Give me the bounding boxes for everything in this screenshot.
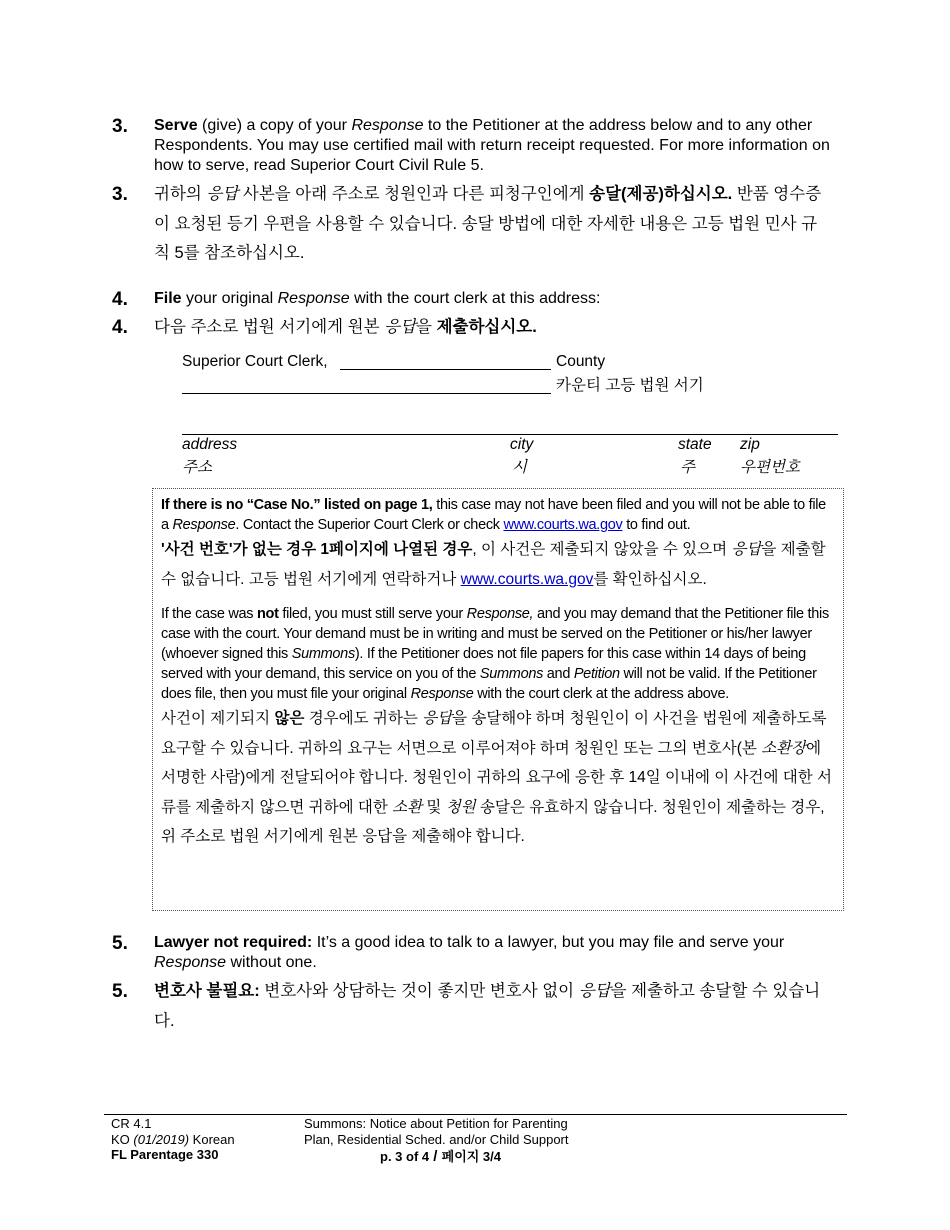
- notice-paragraph-1: If there is no “Case No.” listed on page 1, this case may not have been filed and you will not be able to file a Response. Contact the Superior Court Clerk or check www.courts.wa.gov to find out.: [161, 497, 826, 533]
- notice-paragraph-1-korean: '사건 번호'가 없는 경우 1페이지에 나열된 경우, 이 사건은 제출되지 않았을 수 있으며 응답을 제출할 수 없습니다. 고등 법원 서기에게 연락하거나 www.courts.wa.gov를 확인하십시오.: [161, 541, 826, 588]
- form-id: FL Parentage 330: [111, 1147, 219, 1162]
- item-text: 다음 주소로 법원 서기에게 원본 응답을 제출하십시오.: [154, 318, 537, 336]
- city-label-korean: 시: [512, 459, 527, 476]
- city-label: city: [510, 436, 534, 453]
- footer-divider: [104, 1114, 847, 1115]
- state-label-korean: 주: [680, 459, 695, 476]
- courts-link[interactable]: www.courts.wa.gov: [503, 517, 623, 533]
- county-blank-line: [340, 369, 551, 370]
- footer-title: [304, 1116, 569, 1165]
- zip-label-korean: 우편번호: [740, 459, 800, 476]
- form-number: CR 4.1: [111, 1116, 152, 1131]
- item-text: File your original Response with the court clerk at this address:: [154, 290, 601, 307]
- item-text: 귀하의 응답 사본을 아래 주소로 청원인과 다른 피청구인에게 송달(제공)하십시오. 반품 영수증이 요청된 등기 우편을 사용할 수 있습니다. 송달 방법에 대한 자세한 내용은 고등 법원 민사 규칙 5를 참조하십시오.: [154, 185, 822, 262]
- footer-title-line-2: Plan, Residential Sched. and/or Child Support: [304, 1131, 569, 1147]
- notice-paragraph-2-korean: 사건이 제기되지 않은 경우에도 귀하는 응답을 송달해야 하며 청원인이 이 사건을 법원에 제출하도록 요구할 수 있습니다. 귀하의 요구는 서면으로 이루어져야 하며 청원인 또는 그의 변호사(본 소환장에 서명한 사람)에게 전달되어야 합니다. 청원인이 귀하의 요구에 응한 후 14일 이내에 이 사건에 대한 서류를 제출하지 않으면 귀하에 대한 소환 및 청원 송달은 유효하지 않습니다. 청원인이 제출하는 경우, 위 주소로 법원 서기에게 원본 응답을 제출해야 합니다.: [161, 710, 832, 845]
- address-label-korean: 주소: [182, 459, 212, 476]
- item-text: 변호사 불필요: 변호사와 상담하는 것이 좋지만 변호사 없이 응답을 제출하고 송달할 수 있습니다.: [154, 982, 821, 1030]
- notice-paragraph-2: If the case was not filed, you must still serve your Response, and you may demand that the Petitioner file this case with the court. Your demand must be in writing and must be served on the Petitioner or his/her lawyer (whoever signed this Summons). If the Petitioner does not file papers for this case within 14 days of being served with your demand, this service on you of the Summons and Petition will not be valid. If the Petitioner does file, then you must file your original Response with the court clerk at the address above.: [161, 606, 829, 702]
- item-number: 5.: [112, 933, 128, 954]
- case-number-notice-box: [152, 488, 844, 911]
- footer-title-line-1: Summons: Notice about Petition for Parenting: [304, 1116, 568, 1131]
- form-version: KO (01/2019) Korean: [111, 1131, 235, 1147]
- item-text: Serve (give) a copy of your Response to the Petitioner at the address below and to any other Respondents. You may use certified mail with return receipt requested. For more information on how to serve, read Superior Court Civil Rule 5.: [154, 117, 830, 174]
- county-label: County: [556, 353, 606, 370]
- clerk-blank-line: [182, 393, 551, 394]
- county-label-korean: 카운티 고등 법원 서기: [556, 377, 704, 394]
- item-number: 5.: [112, 981, 128, 1002]
- page-number: p. 3 of 4 / 페이지 3/4: [380, 1148, 501, 1165]
- clerk-label: Superior Court Clerk,: [182, 353, 328, 370]
- address-label: address: [182, 436, 238, 453]
- zip-label: zip: [740, 436, 760, 453]
- item-number: 4.: [112, 289, 128, 310]
- state-label: state: [678, 436, 712, 453]
- item-number: 4.: [112, 317, 128, 338]
- item-number: 3.: [112, 184, 128, 205]
- courts-link-korean[interactable]: www.courts.wa.gov: [460, 570, 594, 588]
- item-number: 3.: [112, 116, 128, 137]
- footer-form-info: [111, 1116, 235, 1163]
- item-text: Lawyer not required: It’s a good idea to talk to a lawyer, but you may file and serve your Response without one.: [154, 934, 785, 971]
